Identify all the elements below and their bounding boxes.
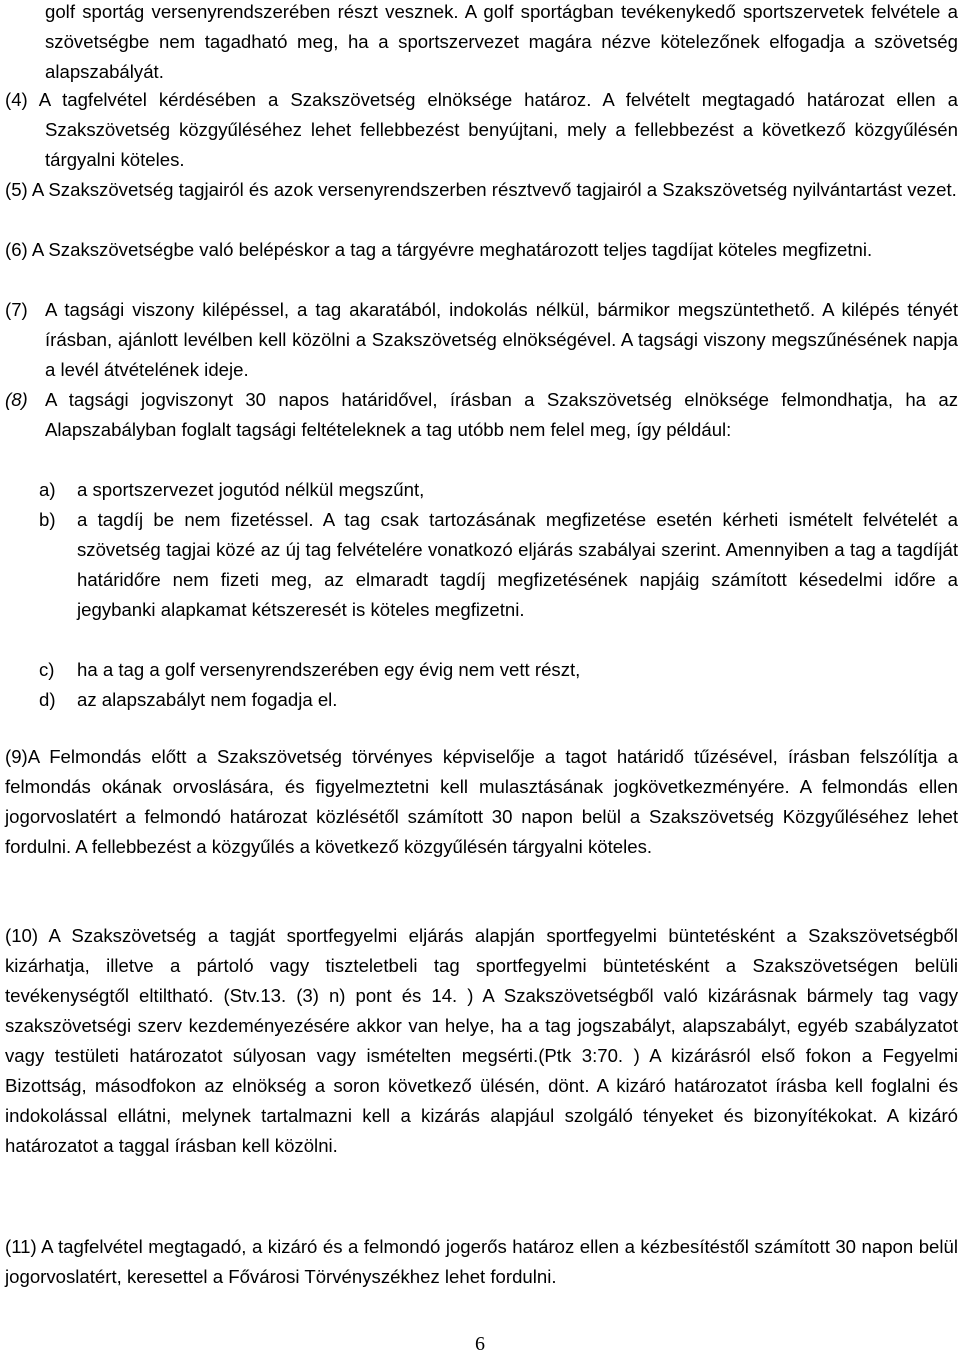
paragraph-8: A tagsági jogviszonyt 30 napos határidővel, írásban a Szakszövetség elnöksége felmondhatja, ha az Alapszabályban foglalt tagsági feltételeknek a tag utóbb nem felel meg, így például: xyxy=(45,389,958,440)
list-item-marker: b) xyxy=(39,509,56,530)
paragraph-7-number: (7) xyxy=(5,299,28,320)
list-item: az alapszabályt nem fogadja el. xyxy=(77,689,338,710)
paragraph-11: (11) A tagfelvétel megtagadó, a kizáró és a felmondó jogerős határoz ellen a kézbesítéstől számított 30 napon belül jogorvoslatért, keresettel a Fővárosi Törvényszékhez lehet fordulni. xyxy=(5,1236,958,1287)
paragraph-10: (10) A Szakszövetség a tagját sportfegyelmi eljárás alapján sportfegyelmi büntetésként a Szakszövetségből kizárhatja, illetve a pártoló vagy tiszteletbeli tag sportfegyelmi büntetésként a Szakszövetségen belüli tevékenységtől eltiltható. (Stv.13. (3) n) pont és 14. ) A Szakszövetségből való kizárásnak bármely tag vagy szakszövetségi szerv kezdeményezésére akkor van helye, ha a tag jogszabályt, alapszabályt, egyéb szabályzatot vagy testületi határozatot súlyosan vagy ismételten megsérti.(Ptk 3:70. ) A kizárásról első fokon a Fegyelmi Bizottság, másodfokon az elnökség a soron következő ülésén, dönt. A kizáró határozatot írásba kell foglalni és indokolással ellátni, melynek tartalmazni kell a kizárás alapjául szolgáló tényeket és bizonyítékokat. A kizáró határozatot a taggal írásban kell közölni. xyxy=(5,925,958,1156)
paragraph-7: A tagsági viszony kilépéssel, a tag akaratából, indokolás nélkül, bármikor megszüntethető. A kilépés tényét írásban, ajánlott levélben kell közölni a Szakszövetség elnökségével. A tagsági viszony megszűnésének napja a levél átvételének ideje. xyxy=(45,299,958,380)
paragraph-5: (5) A Szakszövetség tagjairól és azok versenyrendszerben résztvevő tagjairól a Szakszövetség nyilvántartást vezet. xyxy=(5,179,957,200)
list-item: a tagdíj be nem fizetéssel. A tag csak tartozásának megfizetése esetén kérheti ismételt felvételét a szövetség tagjai közé az új tag felvételére vonatkozó eljárás szabályai szerint. Amennyiben a tag a tagdíját határidőre nem fizeti meg, az elmaradt tagdíj megfizetésének napjáig számított késedelmi időre a jegybanki alapkamat kétszeresét is köteles megfizetni. xyxy=(77,509,958,620)
list-item-marker: d) xyxy=(39,689,56,710)
list-item: ha a tag a golf versenyrendszerében egy évig nem vett részt, xyxy=(77,659,581,680)
paragraph-9: (9)A Felmondás előtt a Szakszövetség törvényes képviselője a tagot határidő tűzésével, írásban felszólítja a felmondás okának orvoslására, és figyelmeztetni kell mulasztásának jogkövetkezményére. A felmondás ellen jogorvoslatért a felmondó határozat közlésétől számított 30 napon belül a Szakszövetség Közgyűléséhez lehet fordulni. A fellebbezést a közgyűlés a következő közgyűlésén tárgyalni köteles. xyxy=(5,746,958,857)
list-item: a sportszervezet jogutód nélkül megszűnt, xyxy=(77,479,425,500)
paragraph-6: (6) A Szakszövetségbe való belépéskor a tag a tárgyévre meghatározott teljes tagdíjat köteles megfizetni. xyxy=(5,239,873,260)
paragraph-4: (4) A tagfelvétel kérdésében a Szakszövetség elnöksége határoz. A felvételt megtagadó határozat ellen a Szakszövetség közgyűléséhez lehet fellebbezést benyújtani, mely a fellebbezést a következő közgyűlésén tárgyalni köteles. xyxy=(5,89,958,170)
page-number: 6 xyxy=(475,1333,485,1355)
list-item-marker: c) xyxy=(39,659,55,680)
paragraph-8-number: (8) xyxy=(5,389,28,410)
list-item-marker: a) xyxy=(39,479,56,500)
paragraph-continuation: golf sportág versenyrendszerében részt vesznek. A golf sportágban tevékenykedő sportszervetek felvétele a szövetségbe nem tagadható meg, ha a sportszervezet magára nézve kötelezőnek elfogadja a szövetség alapszabályát. xyxy=(45,1,958,82)
